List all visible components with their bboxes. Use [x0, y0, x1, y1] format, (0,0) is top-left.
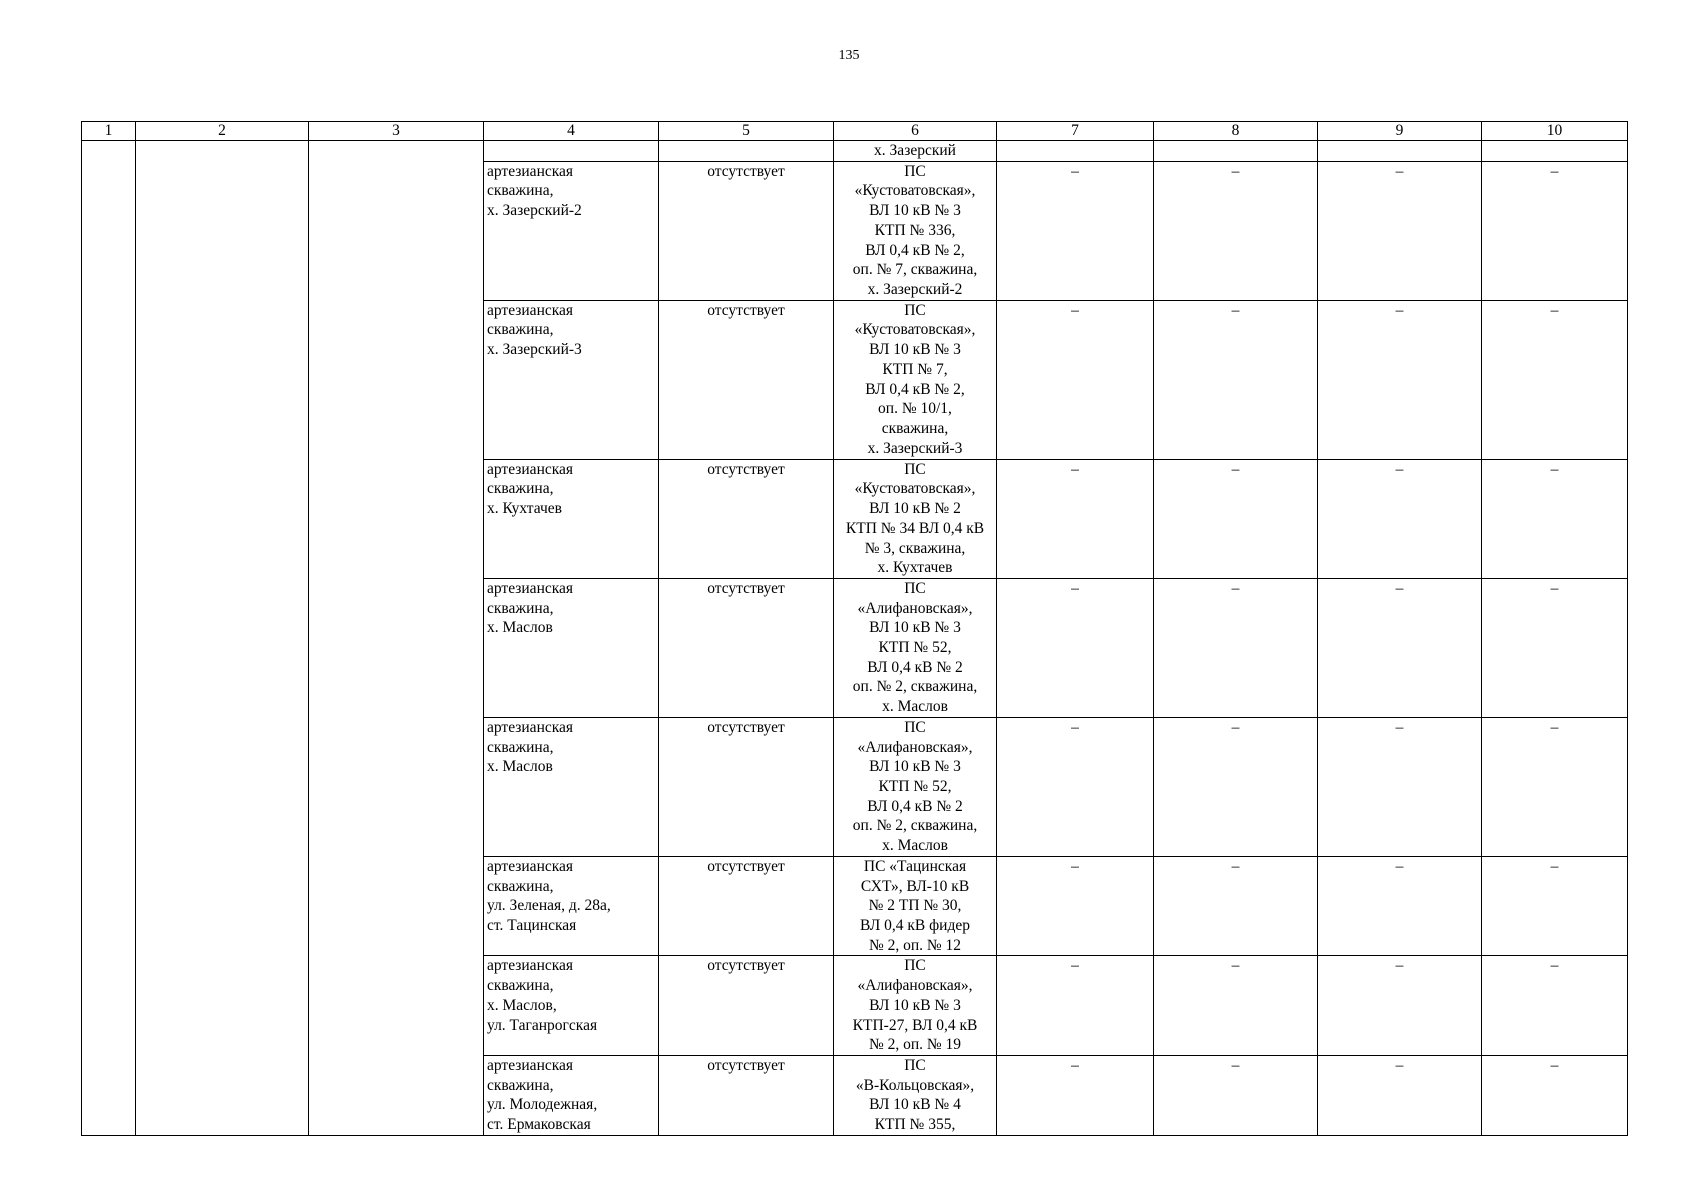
object-cell: артезианская скважина, х. Кухтачев [484, 459, 659, 578]
status-cell: отсутствует [659, 856, 834, 956]
dash-cell: – [1318, 300, 1482, 459]
column-header: 6 [834, 122, 997, 141]
dash-cell: – [997, 578, 1154, 717]
status-cell: отсутствует [659, 161, 834, 300]
column-header: 1 [82, 122, 136, 141]
dash-cell: – [1154, 956, 1318, 1056]
object-cell: артезианская скважина, х. Зазерский-2 [484, 161, 659, 300]
status-cell: отсутствует [659, 578, 834, 717]
status-cell: отсутствует [659, 1055, 834, 1135]
dash-cell: – [997, 1055, 1154, 1135]
merged-cell-col1 [82, 141, 136, 1136]
column-header: 8 [1154, 122, 1318, 141]
empty-cell [1318, 141, 1482, 162]
supply-cell: ПС «В-Кольцовская», ВЛ 10 кВ № 4 КТП № 355, [834, 1055, 997, 1135]
supply-cell: ПС «Алифановская», ВЛ 10 кВ № 3 КТП № 52, ВЛ 0,4 кВ № 2 оп. № 2, скважина, х. Маслов [834, 717, 997, 856]
empty-cell [997, 141, 1154, 162]
column-header: 10 [1482, 122, 1628, 141]
object-cell: артезианская скважина, ул. Молодежная, ст. Ермаковская [484, 1055, 659, 1135]
dash-cell: – [1318, 578, 1482, 717]
column-header: 4 [484, 122, 659, 141]
dash-cell: – [997, 300, 1154, 459]
object-cell: артезианская скважина, х. Маслов, ул. Таганрогская [484, 956, 659, 1056]
dash-cell: – [1154, 300, 1318, 459]
column-header: 5 [659, 122, 834, 141]
dash-cell: – [1318, 459, 1482, 578]
dash-cell: – [997, 956, 1154, 1056]
merged-cell-col2 [136, 141, 309, 1136]
dash-cell: – [997, 856, 1154, 956]
dash-cell: – [1154, 578, 1318, 717]
dash-cell: – [997, 717, 1154, 856]
dash-cell: – [1154, 161, 1318, 300]
supply-cell: ПС «Алифановская», ВЛ 10 кВ № 3 КТП-27, ВЛ 0,4 кВ № 2, оп. № 19 [834, 956, 997, 1056]
object-cell: артезианская скважина, ул. Зеленая, д. 28а, ст. Тацинская [484, 856, 659, 956]
column-header: 9 [1318, 122, 1482, 141]
dash-cell: – [1154, 856, 1318, 956]
merged-cell-col3 [309, 141, 484, 1136]
status-cell: отсутствует [659, 459, 834, 578]
empty-cell [1482, 141, 1628, 162]
dash-cell: – [1318, 161, 1482, 300]
continuation-row [82, 141, 1628, 162]
supply-cell: ПС «Кустоватовская», ВЛ 10 кВ № 3 КТП № 7, ВЛ 0,4 кВ № 2, оп. № 10/1, скважина, х. Зазерский-3 [834, 300, 997, 459]
dash-cell: – [1482, 161, 1628, 300]
dash-cell: – [1482, 300, 1628, 459]
dash-cell: – [1318, 956, 1482, 1056]
data-table [81, 121, 1628, 1136]
dash-cell: – [1482, 956, 1628, 1056]
empty-cell [484, 141, 659, 162]
dash-cell: – [1482, 856, 1628, 956]
dash-cell: – [1154, 1055, 1318, 1135]
page-number: 135 [838, 48, 860, 63]
supply-cell: ПС «Кустоватовская», ВЛ 10 кВ № 3 КТП № 336, ВЛ 0,4 кВ № 2, оп. № 7, скважина, х. Зазерский-2 [834, 161, 997, 300]
dash-cell: – [997, 459, 1154, 578]
dash-cell: – [1318, 1055, 1482, 1135]
column-header: 3 [309, 122, 484, 141]
dash-cell: – [1482, 717, 1628, 856]
object-cell: артезианская скважина, х. Зазерский-3 [484, 300, 659, 459]
status-cell: отсутствует [659, 956, 834, 1056]
status-cell: отсутствует [659, 717, 834, 856]
dash-cell: – [1482, 459, 1628, 578]
header-row [82, 122, 1628, 141]
status-cell: отсутствует [659, 300, 834, 459]
object-cell: артезианская скважина, х. Маслов [484, 717, 659, 856]
supply-cell: ПС «Кустоватовская», ВЛ 10 кВ № 2 КТП № 34 ВЛ 0,4 кВ № 3, скважина, х. Кухтачев [834, 459, 997, 578]
column-header: 2 [136, 122, 309, 141]
dash-cell: – [1318, 856, 1482, 956]
supply-cell: ПС «Алифановская», ВЛ 10 кВ № 3 КТП № 52, ВЛ 0,4 кВ № 2 оп. № 2, скважина, х. Маслов [834, 578, 997, 717]
dash-cell: – [1482, 1055, 1628, 1135]
dash-cell: – [1482, 578, 1628, 717]
dash-cell: – [1154, 459, 1318, 578]
empty-cell [659, 141, 834, 162]
column-header: 7 [997, 122, 1154, 141]
dash-cell: – [1154, 717, 1318, 856]
dash-cell: – [1318, 717, 1482, 856]
dash-cell: – [997, 161, 1154, 300]
supply-cell: х. Зазерский [834, 141, 997, 162]
object-cell: артезианская скважина, х. Маслов [484, 578, 659, 717]
empty-cell [1154, 141, 1318, 162]
supply-cell: ПС «Тацинская СХТ», ВЛ-10 кВ № 2 ТП № 30, ВЛ 0,4 кВ фидер № 2, оп. № 12 [834, 856, 997, 956]
